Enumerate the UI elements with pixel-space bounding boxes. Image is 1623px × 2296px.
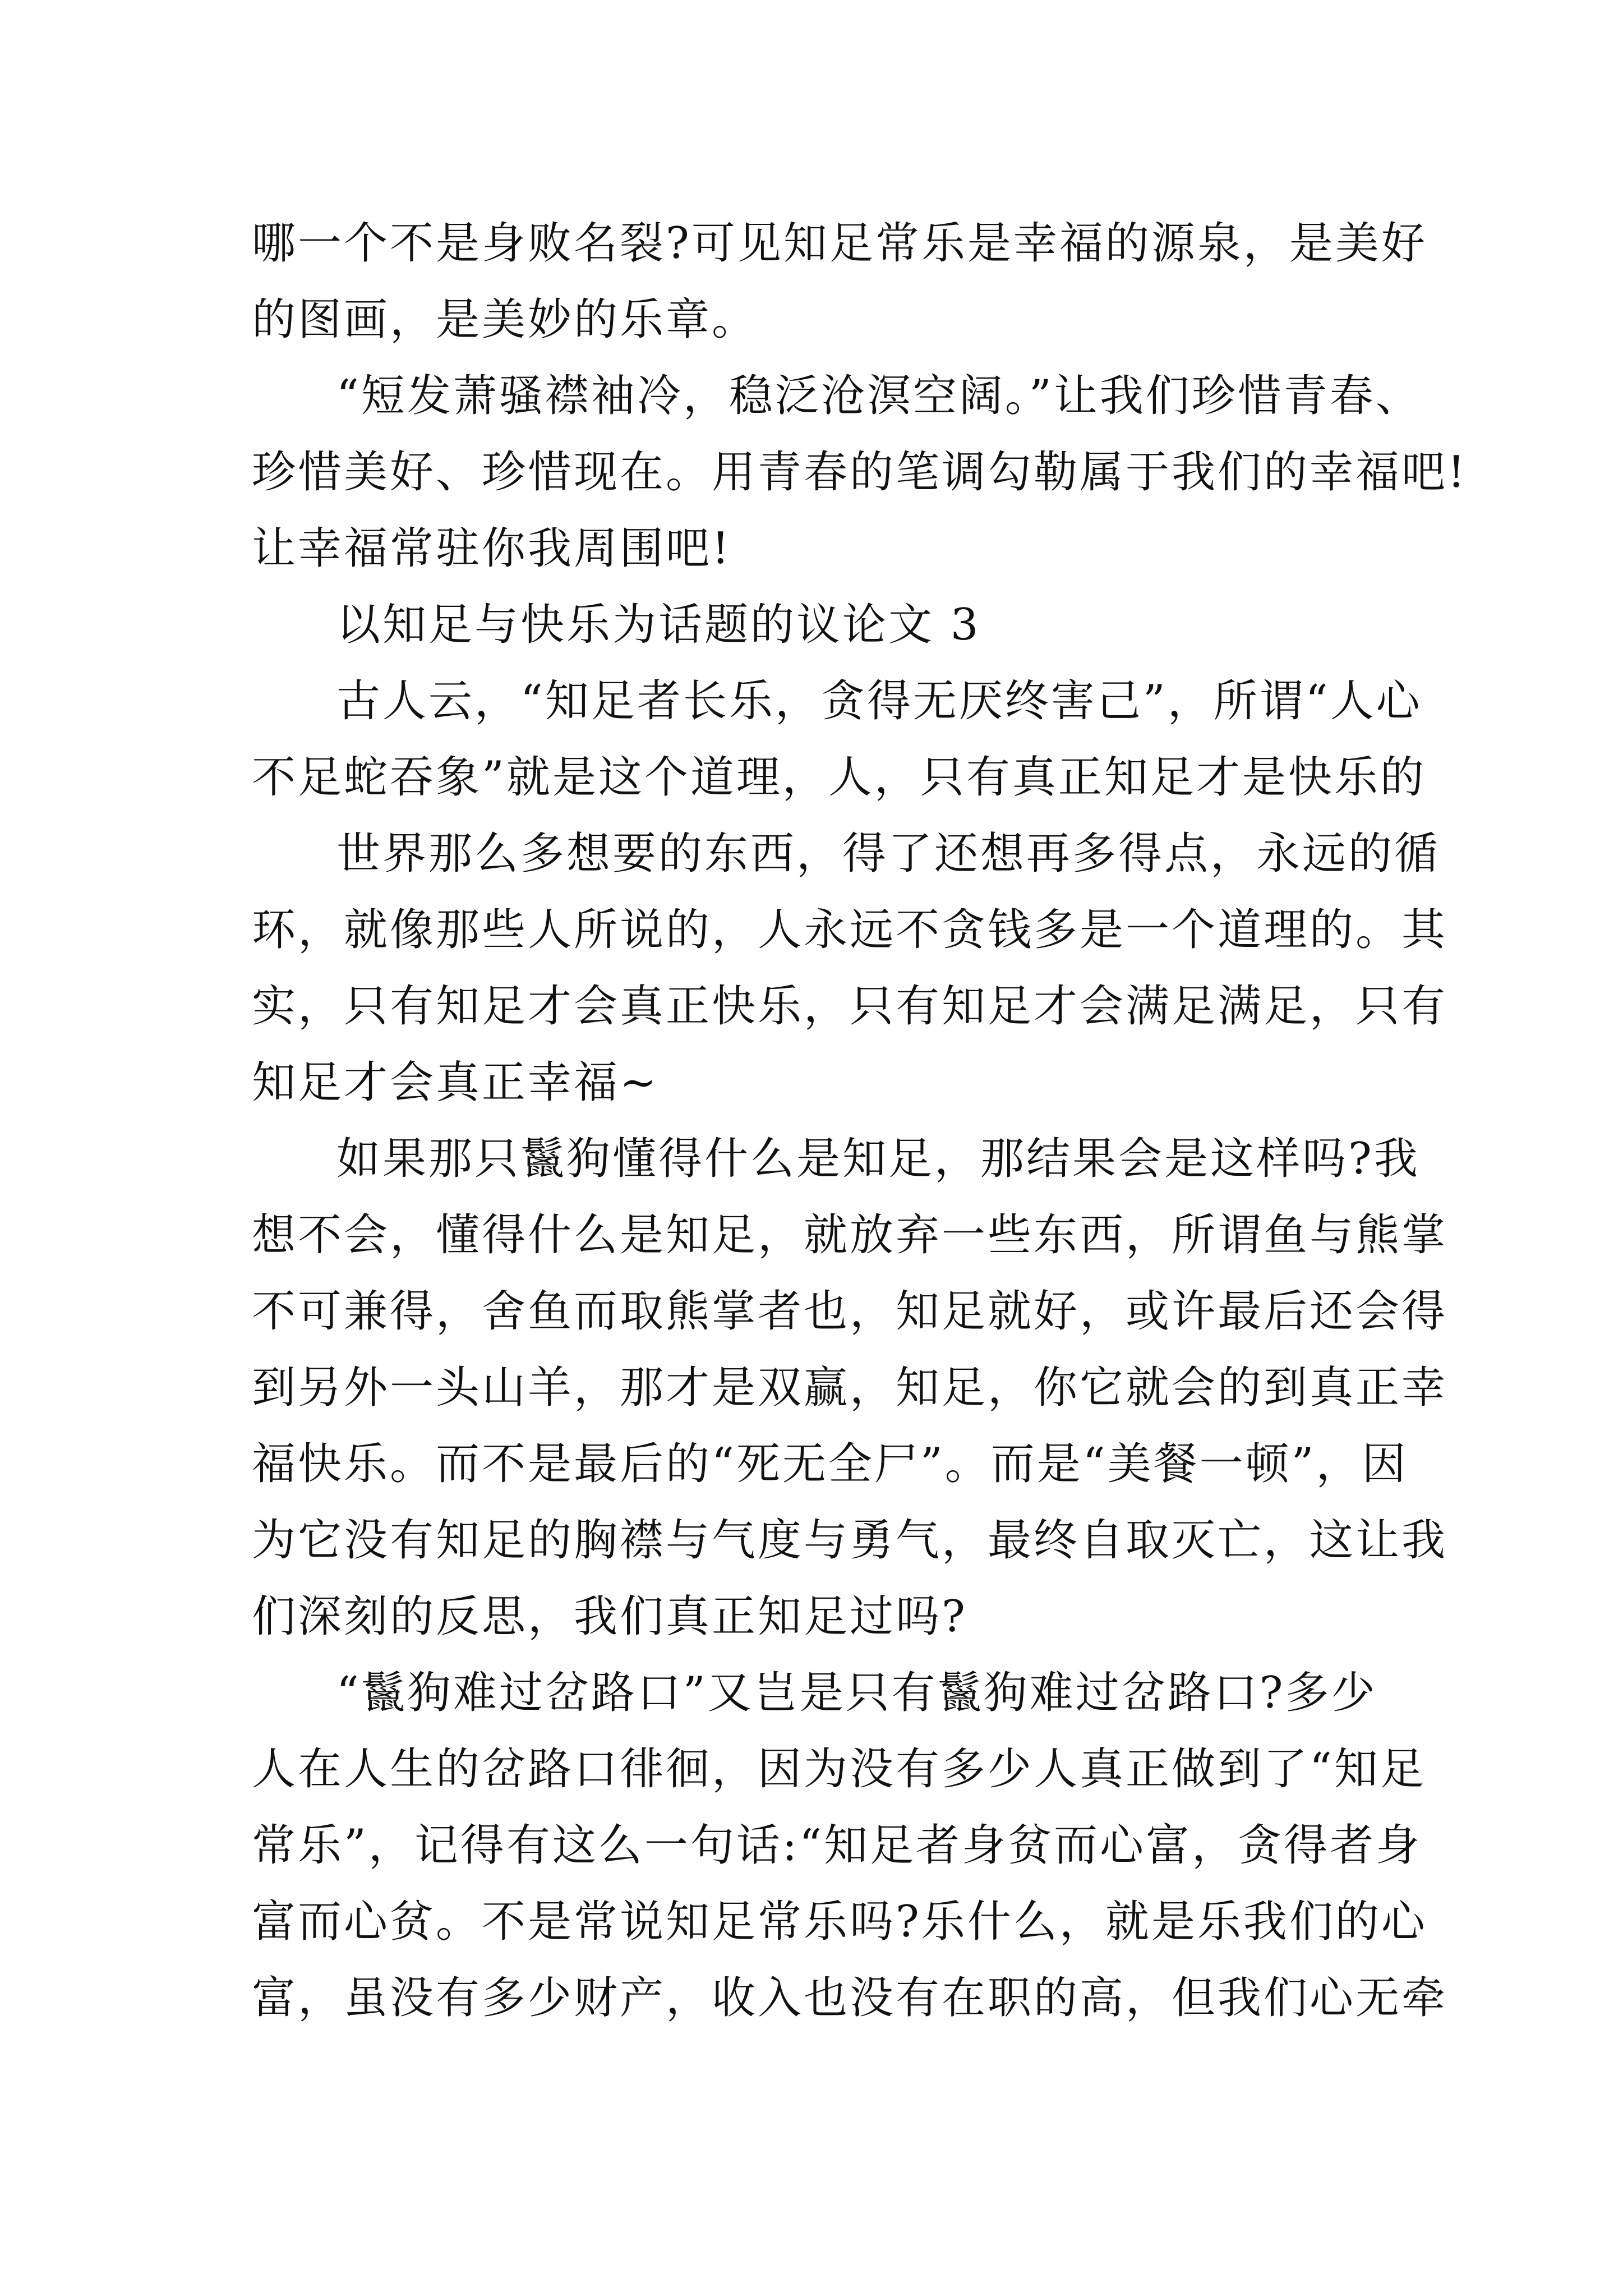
text-line: 不足蛇吞象”就是这个道理，人，只有真正知足才是快乐的	[252, 752, 1426, 803]
text-line: 如果那只鬣狗懂得什么是知足，那结果会是这样吗?我	[336, 1134, 1420, 1184]
text-line: “鬣狗难过岔路口”又岂是只有鬣狗难过岔路口?多少	[336, 1668, 1377, 1718]
text-line: 古人云，“知足者长乐，贪得无厌终害己”，所谓“人心	[336, 676, 1422, 726]
text-line: 到另外一头山羊，那才是双赢，知足，你它就会的到真正幸	[252, 1363, 1448, 1413]
text-line: 人在人生的岔路口徘徊，因为没有多少人真正做到了“知足	[252, 1744, 1426, 1795]
text-line: 的图画，是美妙的乐章。	[252, 295, 758, 345]
text-line: 让幸福常驻你我周围吧!	[252, 523, 732, 574]
text-line: 富而心贫。不是常说知足常乐吗?乐什么，就是乐我们的心	[252, 1897, 1427, 1947]
text-line: 知足才会真正幸福~	[252, 1057, 659, 1108]
text-line: 常乐”，记得有这么一句话:“知足者身贫而心富，贪得者身	[252, 1820, 1422, 1871]
text-line: 福快乐。而不是最后的“死无全尸”。而是“美餐一顿”，因	[252, 1439, 1408, 1489]
text-line: 为它没有知足的胸襟与气度与勇气，最终自取灭亡，这让我	[252, 1515, 1448, 1566]
text-line: 珍惜美好、珍惜现在。用青春的笔调勾勒属于我们的幸福吧!	[252, 447, 1468, 498]
text-line: 富，虽没有多少财产，收入也没有在职的高，但我们心无牵	[252, 1973, 1448, 2023]
text-line: 不可兼得，舍鱼而取熊掌者也，知足就好，或许最后还会得	[252, 1286, 1448, 1337]
text-line: 想不会，懂得什么是知足，就放弃一些东西，所谓鱼与熊掌	[252, 1210, 1448, 1260]
text-line: 哪一个不是身败名裂?可见知足常乐是幸福的源泉，是美好	[252, 218, 1427, 269]
text-line: 世界那么多想要的东西，得了还想再多得点，永远的循	[336, 829, 1441, 879]
text-line: 环，就像那些人所说的，人永远不贪钱多是一个道理的。其	[252, 905, 1448, 955]
text-line: “短发萧骚襟袖冷，稳泛沧溟空阔。”让我们珍惜青春、	[336, 371, 1422, 421]
text-line: 实，只有知足才会真正快乐，只有知足才会满足满足，只有	[252, 981, 1448, 1032]
text-line: 们深刻的反思，我们真正知足过吗?	[252, 1591, 967, 1642]
section-heading: 以知足与快乐为话题的议论文 3	[336, 600, 981, 650]
